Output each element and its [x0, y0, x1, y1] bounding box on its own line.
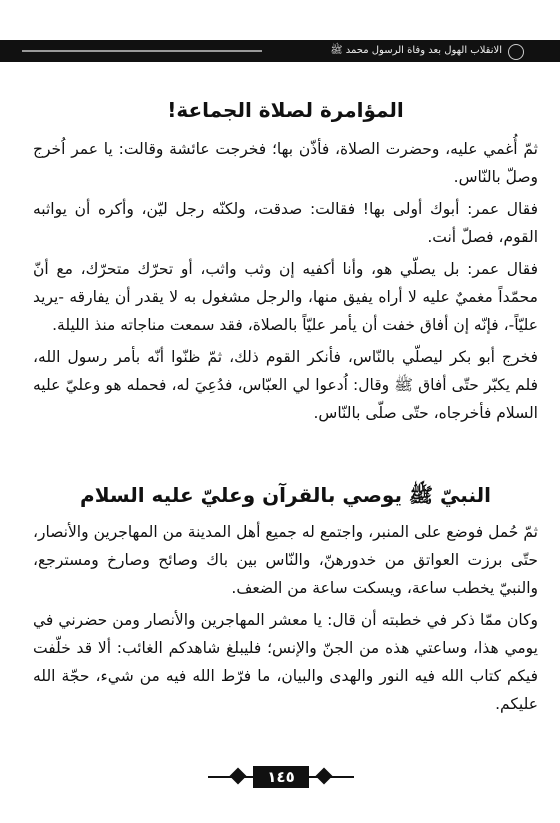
diamond-ornament-icon — [230, 768, 247, 785]
paragraph: ثمّ أُغمي عليه، وحضرت الصلاة، فأذّن بها؛ فخرجت عائشة وقالت: يا عمر اُخرج وصلّ بالنّاس. — [33, 140, 538, 186]
paragraph: فخرج أبو بكر ليصلّي بالنّاس، فأنكر القوم ذلك، ثمّ ظنّوا أنّه بأمر رسول الله، فلم يكبّر حتّى أفاق ﷺ وقال: اُدعوا لي العبّاس، فدُعِيَ له، فحمله هو وعليّ عليه السلام فأخرجاه، حتّى صلّى بالنّاس. — [33, 348, 538, 422]
page-number: ١٤٥ — [253, 766, 309, 788]
running-header — [0, 40, 560, 62]
paragraph: ثمّ حُمل فوضع على المنبر، واجتمع له جميع أهل المدينة من المهاجرين والأنصار، حتّى برزت العواتق من خدورهنّ، والنّاس بين باك وصائح وصارخ ومسترجع، والنبيّ يخطب ساعة، ويسكت ساعة من الضعف. — [33, 523, 538, 597]
section-heading-conspiracy: المؤامرة لصلاة الجماعة! — [167, 98, 404, 122]
section-body-conspiracy — [33, 135, 538, 431]
running-title: الانقلاب الهول بعد وفاة الرسول محمد ﷺ — [330, 45, 502, 56]
paragraph: وكان ممّا ذكر في خطبته أن قال: يا معشر المهاجرين والأنصار ومن حضرني في يومي هذا، وساعتي هذه من الجنّ والإنس؛ فليبلغ شاهدكم الغائب: ألا قد خلّفت فيكم كتاب الله فيه النور والهدى والبيان، ما فرّط الله فيه من شيء، حجّة الله عليكم. — [33, 611, 538, 713]
section-body-will — [33, 518, 538, 722]
emblem-icon — [508, 44, 524, 60]
page-number-ornament — [208, 766, 354, 788]
section-heading-will: النبيّ ﷺ يوصي بالقرآن وعليّ عليه السلام — [80, 483, 491, 507]
paragraph: فقال عمر: أبوك أولى بها! فقالت: صدقت، ولكنّه رجل ليّن، وأكره أن يواثبه القوم، فصلّ أنت. — [33, 200, 538, 246]
diamond-ornament-icon — [316, 768, 333, 785]
header-rule — [22, 50, 262, 52]
paragraph: فقال عمر: بل يصلّي هو، وأنا أكفيه إن وثب واثب، أو تحرّك متحرّك، مع أنّ محمّداً مغميٌ عليه لا أراه يفيق منها، والرجل مشغول به لا يقدر أن يفارقه -يريد عليّاً-، فإنّه إن أفاق خفت أن يأمر عليّاً بالصلاة، فقد سمعت مناجاته منذ الليلة. — [33, 260, 538, 334]
